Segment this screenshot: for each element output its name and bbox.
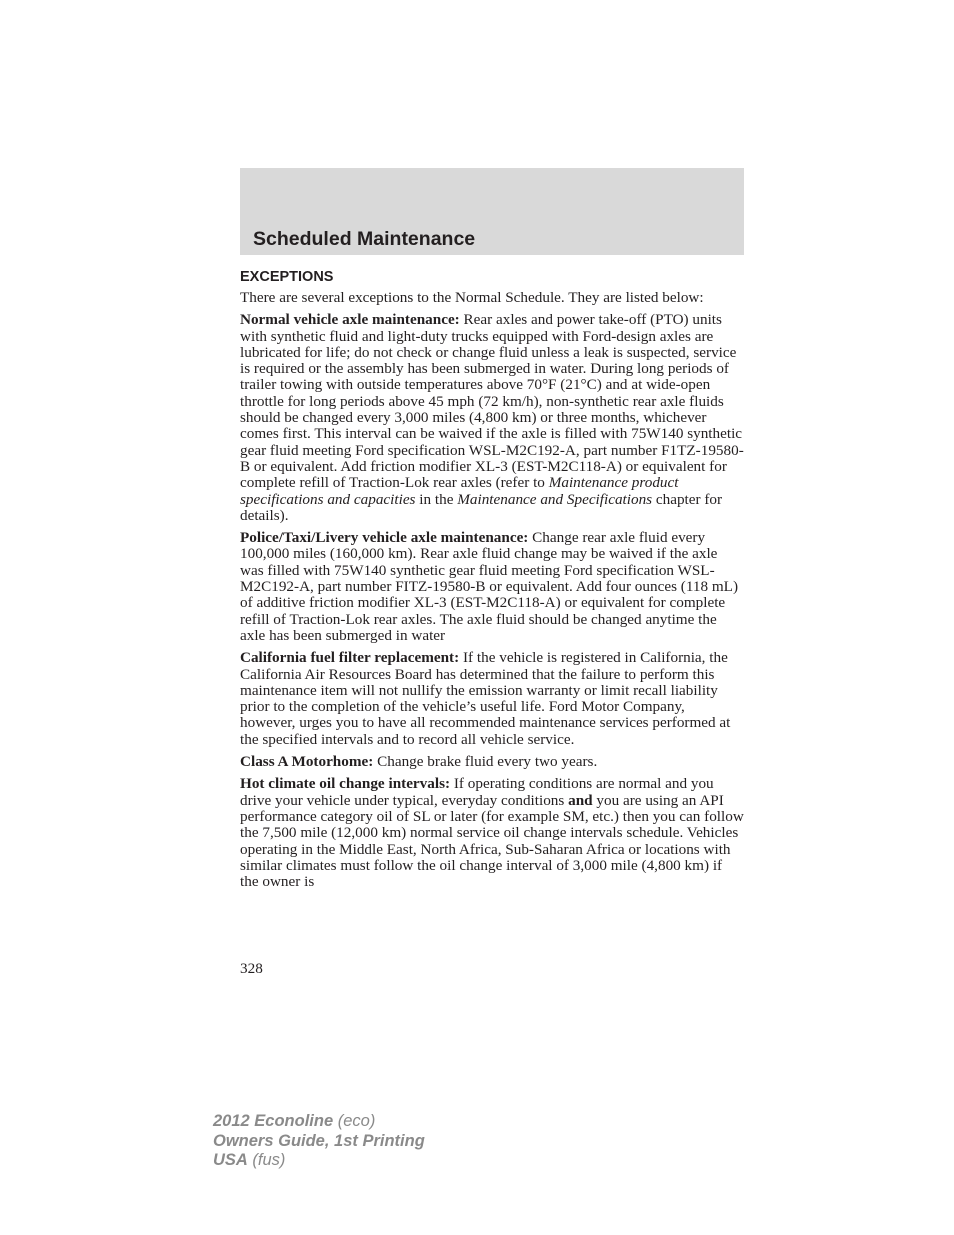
paragraph-text: Rear axles and power take-off (PTO) units with synthetic fluid and light-duty trucks equipped with Ford-design axles are lubricated for life; do not check or change fluid unless a leak is suspected, service is required or the assembly has been submerged in water. During long periods of trailer towing with outside temperatures above 70°F (21°C) and at wide-open throttle for long periods above 45 mph (72 km/h), non-synthetic rear axle fluids should be changed every 3,000 miles (4,800 km) or three months, whichever comes first. This interval can be waived if the axle is filled with 75W140 synthetic gear fluid meeting Ford specification WSL-M2C192-A, part number F1TZ-19580-B or equivalent. Add friction modifier XL-3 (EST-M2C118-A) or equivalent for complete refill of Traction-Lok rear axles (refer to	[240, 311, 744, 492]
paragraph-label: Normal vehicle axle maintenance:	[240, 311, 460, 329]
paragraph-motorhome	[240, 754, 744, 770]
document-footer	[213, 1112, 425, 1171]
footer-code: (fus)	[247, 1151, 286, 1169]
paragraph-text: Change rear axle fluid every 100,000 miles (160,000 km). Rear axle fluid change may be waived if the axle was filled with 75W140 synthetic gear fluid meeting Ford specification WSL-M2C192-A, part number FITZ-19580-B or equivalent. Add four ounces (118 mL) of additive friction modifier XL-3 (EST-M2C118-A) or equivalent for complete refill of Traction-Lok rear axles. The axle fluid should be changed anytime the axle has been submerged in water	[240, 529, 738, 644]
cross-reference: Maintenance product specifications and capacities	[240, 474, 679, 508]
paragraph-police-axle	[240, 530, 744, 644]
paragraph-text: you are using an API performance category oil of SL or later (for example SM, etc.) then you can follow the 7,500 mile (12,000 km) normal service oil change intervals schedule. Vehicles operating in the Middle East, North Africa, Sub-Saharan Africa or locations with similar climates must follow the oil change interval of 3,000 mile (4,800 km) if the owner is	[240, 791, 744, 891]
paragraph-text: in the	[415, 490, 458, 508]
main-content	[240, 268, 744, 896]
paragraph-label: Class A Motorhome:	[240, 753, 374, 771]
paragraph-label: California fuel filter replacement:	[240, 649, 460, 667]
intro-paragraph: There are several exceptions to the Normal Schedule. They are listed below:	[240, 289, 704, 306]
paragraph-text: chapter for details).	[240, 490, 723, 524]
paragraph-label: Police/Taxi/Livery vehicle axle maintenance:	[240, 529, 529, 547]
paragraph-text: If operating conditions are normal and you drive your vehicle under typical, everyday conditions	[240, 775, 714, 809]
paragraph-hot-climate-oil	[240, 776, 744, 890]
footer-line	[213, 1151, 425, 1171]
section-heading: EXCEPTIONS	[240, 269, 334, 285]
page-title: Scheduled Maintenance	[253, 228, 476, 250]
footer-model: 2012 Econoline	[213, 1112, 334, 1130]
emphasis: and	[568, 791, 593, 809]
paragraph-california-fuel-filter	[240, 650, 744, 748]
paragraph-text: Change brake fluid every two years.	[373, 753, 598, 771]
paragraph-text: If the vehicle is registered in California, the California Air Resources Board has determined that the failure to perform this maintenance item will not nullify the emission warranty or limit recall liability prior to the completion of the vehicle’s useful life. Ford Motor Company, however, urges you to have all recommended maintenance services performed at the specified intervals and to record all vehicle service.	[240, 649, 731, 748]
section-header-band	[240, 168, 744, 255]
footer-region: USA	[213, 1151, 248, 1169]
footer-line	[213, 1112, 425, 1132]
paragraph-axle-maintenance	[240, 312, 744, 524]
footer-edition: Owners Guide, 1st Printing	[213, 1131, 425, 1150]
paragraph-label: Hot climate oil change intervals:	[240, 775, 451, 793]
cross-reference: Maintenance and Specifications	[457, 490, 653, 508]
footer-code: (eco)	[333, 1112, 376, 1130]
page-number: 328	[240, 960, 263, 977]
